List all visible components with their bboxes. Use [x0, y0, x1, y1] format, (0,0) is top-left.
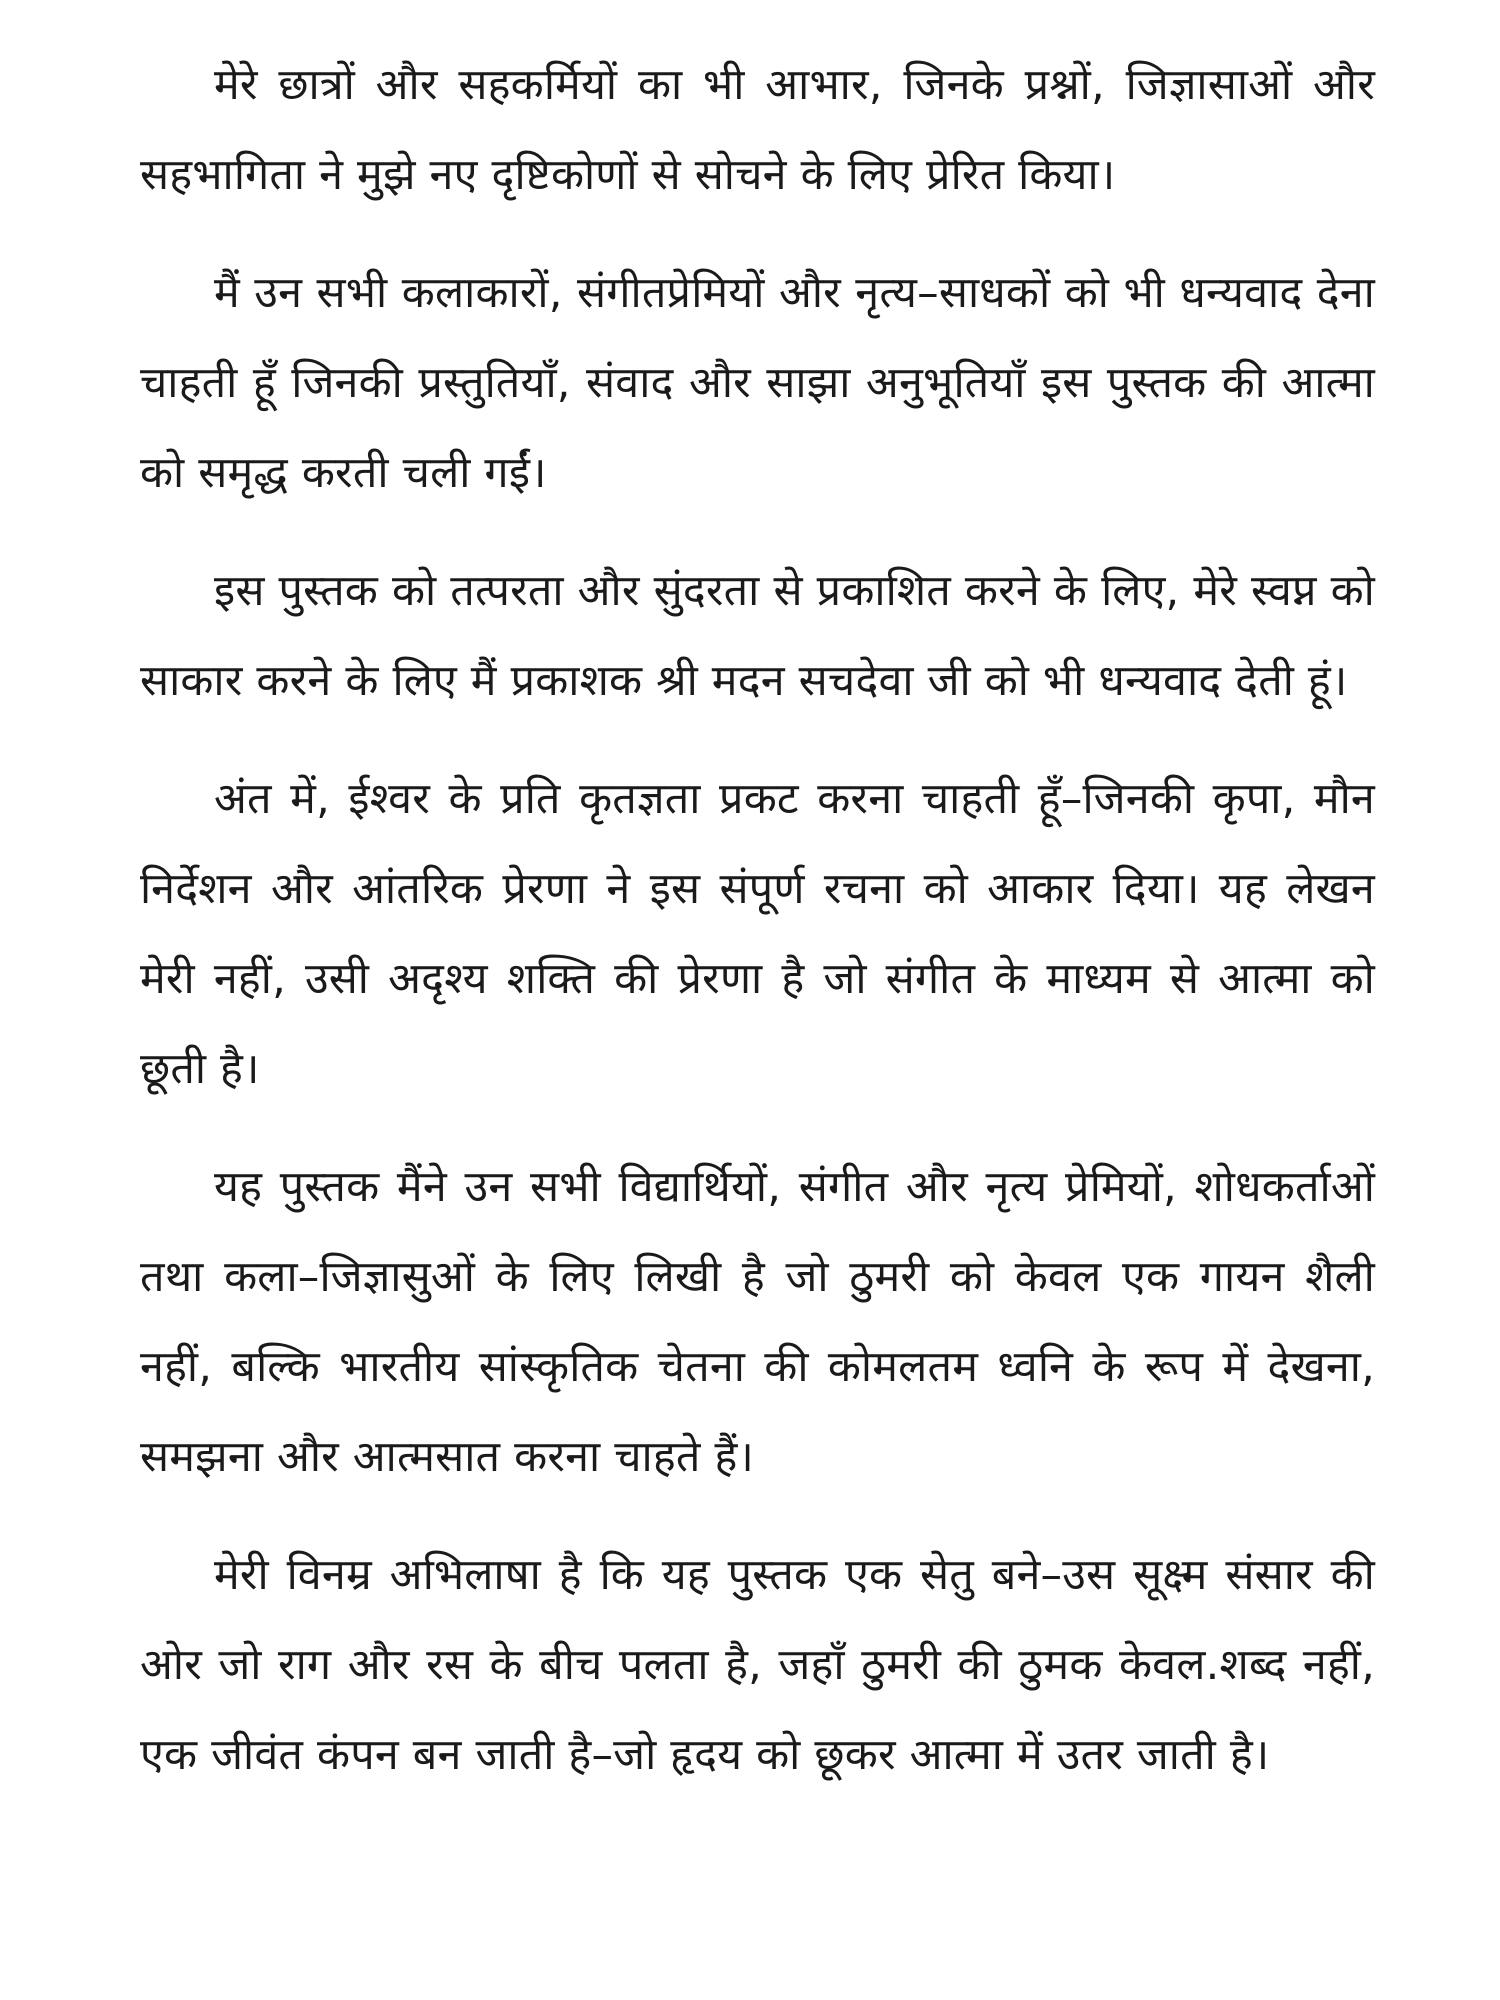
paragraph-god-gratitude: अंत में, ईश्वर के प्रति कृतज्ञता प्रकट करना चाहती हूँ–जिनकी कृपा, मौन निर्देशन और आंतरिक प्रेरणा ने इस संपूर्ण रचना को आकार दिया। यह लेखन मेरी नहीं, उसी अदृश्य शक्ति की प्रेरणा है जो संगीत के माध्यम से आत्मा को छूती है। — [140, 774, 1375, 1094]
paragraph-artists-gratitude: मैं उन सभी कलाकारों, संगीतप्रेमियों और नृत्य–साधकों को भी धन्यवाद देना चाहती हूँ जिनकी प्रस्तुतियाँ, संवाद और साझा अनुभूतियाँ इस पुस्तक की आत्मा को समृद्ध करती चली गईं। — [140, 268, 1375, 498]
paragraph-students-gratitude: मेरे छात्रों और सहकर्मियों का भी आभार, जिनके प्रश्नों, जिज्ञासाओं और सहभागिता ने मुझे नए दृष्टिकोणों से सोचने के लिए प्रेरित किया। — [140, 60, 1375, 200]
paragraph-publisher-gratitude: इस पुस्तक को तत्परता और सुंदरता से प्रकाशित करने के लिए, मेरे स्वप्न को साकार करने के लिए मैं प्रकाशक श्री मदन सचदेवा जी को भी धन्यवाद देती हूं। — [140, 566, 1375, 706]
paragraph-wish: मेरी विनम्र अभिलाषा है कि यह पुस्तक एक सेतु बने–उस सूक्ष्म संसार की ओर जो राग और रस के बीच पलता है, जहाँ ठुमरी की ठुमक केवल.शब्द नहीं, एक जीवंत कंपन बन जाती है–जो हृदय को छूकर आत्मा में उतर जाती है। — [140, 1550, 1375, 1780]
page-body — [140, 40, 1375, 1828]
paragraph-audience: यह पुस्तक मैंने उन सभी विद्यार्थियों, संगीत और नृत्य प्रेमियों, शोधकर्ताओं तथा कला–जिज्ञासुओं के लिए लिखी है जो ठुमरी को केवल एक गायन शैली नहीं, बल्कि भारतीय सांस्कृतिक चेतना की कोमलतम ध्वनि के रूप में देखना, समझना और आत्मसात करना चाहते हैं। — [140, 1162, 1375, 1482]
